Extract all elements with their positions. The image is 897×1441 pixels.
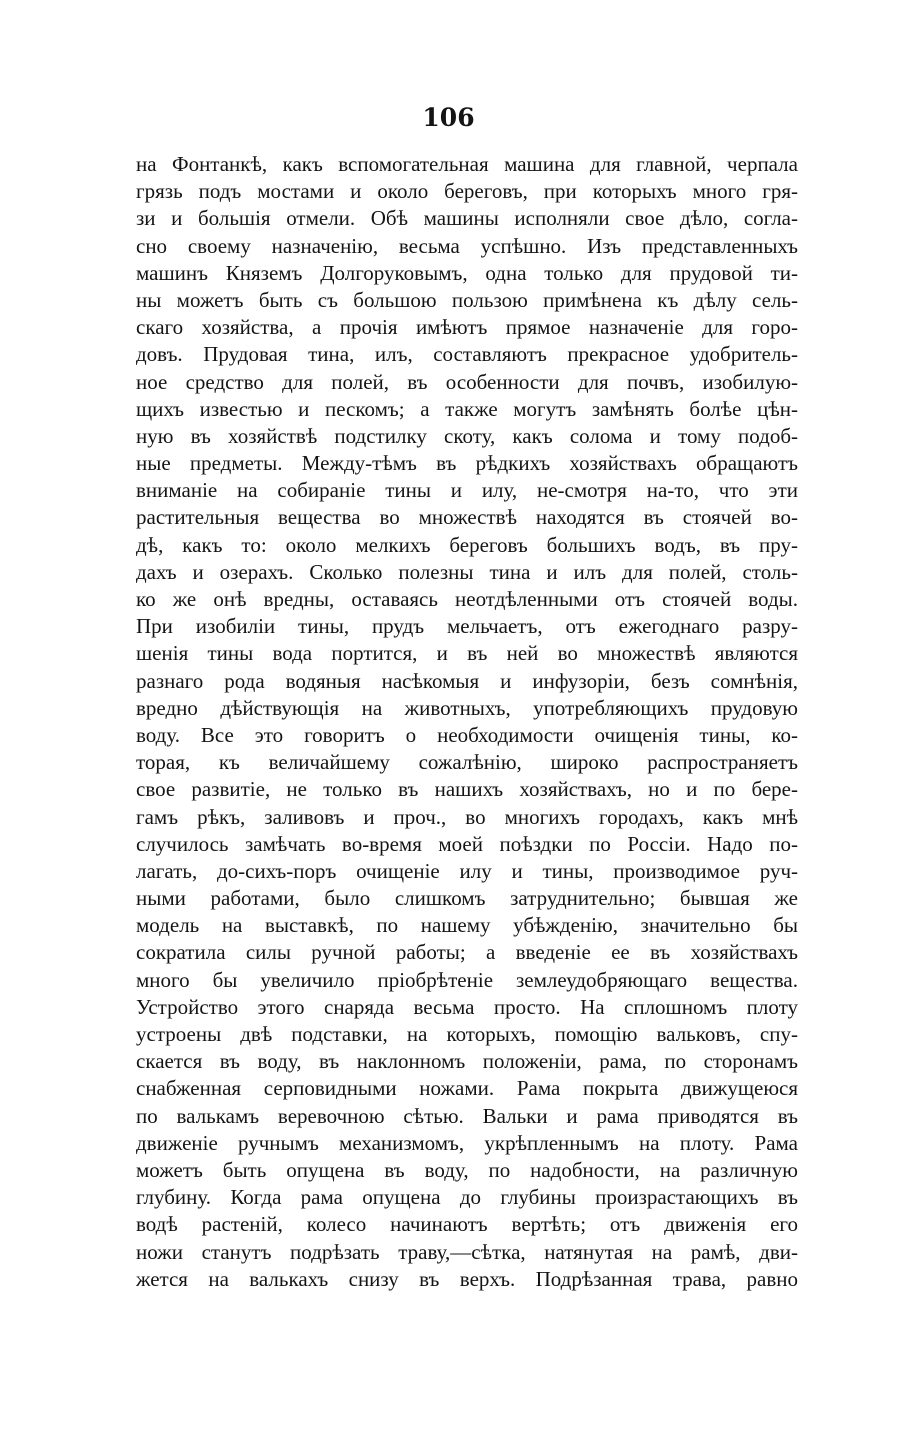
text-line: разнаго рода водяныя насѣкомыя и инфузоріи, безъ сомнѣнія,	[136, 668, 798, 693]
text-line: торая, къ величайшему сожалѣнію, широко распространяетъ	[136, 750, 798, 775]
text-line: случилось замѣчать во-время моей поѣздки по Россіи. Надо по-	[136, 831, 798, 856]
text-line: грязь подъ мостами и около береговъ, при которыхъ много гря-	[136, 179, 798, 204]
text-line: ную въ хозяйствѣ подстилку скоту, какъ солома и тому подоб-	[136, 423, 798, 448]
text-line: жется на валькахъ снизу въ верхъ. Подрѣзанная трава, равно	[136, 1266, 798, 1291]
text-line: устроены двѣ подставки, на которыхъ, помощію вальковъ, спу-	[136, 1022, 798, 1046]
text-line: машинъ Княземъ Долгоруковымъ, одна только для прудовой ти-	[136, 260, 798, 285]
body-text	[136, 151, 798, 1293]
text-line: воду. Все это говоритъ о необходимости очищенія тины, ко-	[136, 722, 798, 747]
text-line: движеніе ручнымъ механизмомъ, укрѣпленнымъ на плоту. Рама	[136, 1130, 798, 1155]
text-line: скается въ воду, въ наклонномъ положеніи, рама, по сторонамъ	[136, 1049, 798, 1074]
text-line: растительныя вещества во множествѣ находятся въ стоячей во-	[136, 505, 798, 530]
text-line: сократила силы ручной работы; а введеніе ее въ хозяйствахъ	[136, 940, 798, 965]
text-line: можетъ быть опущена въ воду, по надобности, на различную	[136, 1157, 798, 1182]
text-line: ко же онѣ вредны, оставаясь неотдѣленными отъ стоячей воды.	[136, 587, 798, 611]
text-line: шенія тины вода портится, и въ ней во множествѣ являются	[136, 641, 798, 666]
text-line: Устройство этого снаряда весьма просто. На сплошномъ плоту	[136, 994, 798, 1019]
text-line: При изобиліи тины, прудъ мельчаетъ, отъ ежегоднаго разру-	[136, 614, 798, 639]
text-line: на Фонтанкѣ, какъ вспомогательная машина для главной, черпала	[136, 152, 798, 176]
text-line: щихъ известью и пескомъ; а также могутъ замѣнять болѣе цѣн-	[136, 396, 798, 421]
text-line: снабженная серповидными ножами. Рама покрыта движущеюся	[136, 1076, 798, 1101]
text-line: ножи станутъ подрѣзать траву,—сѣтка, натянутая на рамѣ, дви-	[136, 1239, 798, 1264]
text-line: зи и большія отмели. Обѣ машины исполняли свое дѣло, согла-	[136, 206, 798, 231]
page-number: 106	[422, 103, 475, 132]
text-line: модель на выставкѣ, по нашему убѣжденію, значительно бы	[136, 913, 798, 938]
text-line: водѣ растеній, колесо начинаютъ вертѣть; отъ движенія его	[136, 1212, 798, 1237]
text-line: ны можетъ быть съ большою пользою примѣнена къ дѣлу сель-	[136, 287, 798, 312]
text-line: дахъ и озерахъ. Сколько полезны тина и илъ для полей, столь-	[136, 559, 798, 584]
text-line: ное средство для полей, въ особенности для почвъ, изобилую-	[136, 369, 798, 394]
text-line: довъ. Прудовая тина, илъ, составляютъ прекрасное удобритель-	[136, 342, 798, 367]
text-line: дѣ, какъ то: около мелкихъ береговъ большихъ водъ, въ пру-	[136, 532, 798, 557]
text-line: сно своему назначенію, весьма успѣшно. Изъ представленныхъ	[136, 233, 798, 258]
text-line: глубину. Когда рама опущена до глубины произрастающихъ въ	[136, 1185, 798, 1210]
text-line: вредно дѣйствующія на животныхъ, употребляющихъ прудовую	[136, 695, 798, 720]
text-line: лагать, до-сихъ-поръ очищеніе илу и тины, производимое руч-	[136, 858, 798, 883]
text-line: ными работами, было слишкомъ затруднительно; бывшая же	[136, 886, 798, 911]
text-line: свое развитіе, не только въ нашихъ хозяйствахъ, но и по бере-	[136, 777, 798, 802]
text-line: ные предметы. Между-тѣмъ въ рѣдкихъ хозяйствахъ обращаютъ	[136, 451, 798, 476]
text-line: много бы увеличило пріобрѣтеніе землеудобряющаго вещества.	[136, 967, 798, 992]
text-line: гамъ рѣкъ, заливовъ и проч., во многихъ городахъ, какъ мнѣ	[136, 804, 798, 829]
text-line: вниманіе на собираніе тины и илу, не-смотря на-то, что эти	[136, 478, 798, 503]
text-line: скаго хозяйства, а прочія имѣютъ прямое назначеніе для горо-	[136, 315, 798, 340]
text-line: по валькамъ веревочною сѣтью. Вальки и рама приводятся въ	[136, 1103, 798, 1128]
